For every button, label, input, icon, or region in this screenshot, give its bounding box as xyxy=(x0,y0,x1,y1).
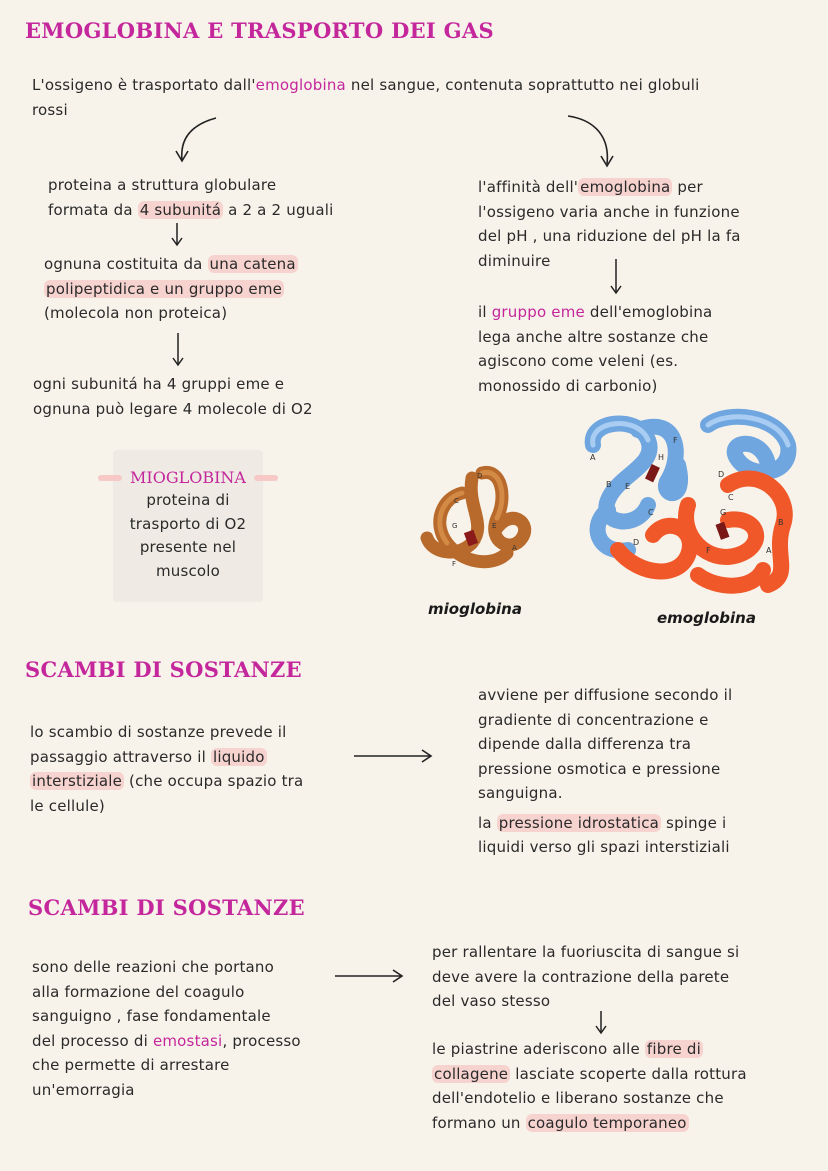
svg-text:D: D xyxy=(633,538,640,547)
svg-text:A: A xyxy=(512,544,517,552)
left-3a: ogni subunitá ha 4 gruppi eme e xyxy=(33,375,285,393)
section3-right-top xyxy=(432,940,812,1014)
down-arrow-2 xyxy=(171,332,185,368)
s3-right-c: del vaso stesso xyxy=(432,992,551,1010)
left-1a: proteina a struttura globulare xyxy=(48,176,277,194)
right-2b: dell'emoglobina xyxy=(584,303,713,321)
svg-text:F: F xyxy=(706,546,711,555)
intro-b: nel sangue, contenuta soprattutto nei globuli xyxy=(345,76,700,94)
section2-right-text xyxy=(478,683,808,860)
svg-text:G: G xyxy=(720,508,727,517)
svg-text:D: D xyxy=(477,472,483,480)
left-2a: ognuna costituita da xyxy=(44,255,208,273)
s3-left-e: che permette di arrestare xyxy=(32,1056,230,1074)
right-arrow-section2 xyxy=(352,748,436,764)
s2-right-c: dipende dalla differenza tra xyxy=(478,735,692,753)
section1-title: EMOGLOBINA E TRASPORTO DEI GAS xyxy=(25,18,494,43)
box-line-1: proteina di xyxy=(146,491,230,509)
svg-text:H: H xyxy=(658,453,665,462)
caption-mioglobina: mioglobina xyxy=(428,600,522,618)
s2-right-b: gradiente di concentrazione e xyxy=(478,710,709,729)
s2-left-c: (che occupa spazio tra xyxy=(124,772,304,790)
right-1b: per xyxy=(672,178,703,196)
box-line-4: muscolo xyxy=(155,561,221,580)
s3-right-d2: lasciate scoperte dalla rottura xyxy=(510,1064,747,1083)
left-2b: (molecola non proteica) xyxy=(44,304,228,322)
right-block-1 xyxy=(478,175,808,273)
svg-text:D: D xyxy=(718,470,725,479)
s2-left-highlight-1: liquido xyxy=(212,747,265,766)
svg-text:B: B xyxy=(778,518,784,527)
svg-text:C: C xyxy=(454,497,459,505)
s3-left-d2: , processo xyxy=(222,1031,301,1050)
right-1d: del pH , una riduzione del pH la fa xyxy=(478,227,741,245)
left-1-highlight: 4 subunitá xyxy=(139,200,222,219)
s3-right-highlight-2: collagene xyxy=(434,1064,509,1083)
s2-left-highlight-2: interstiziale xyxy=(32,772,123,790)
right-2c: lega anche altre sostanze che xyxy=(478,327,709,346)
svg-text:F: F xyxy=(673,436,678,445)
svg-text:B: B xyxy=(606,480,612,489)
left-1c: a 2 a 2 uguali xyxy=(223,200,334,219)
left-block-2 xyxy=(44,252,384,326)
down-arrow-1 xyxy=(170,222,184,248)
left-block-1 xyxy=(48,173,388,222)
s3-left-highlight: emostasi xyxy=(152,1031,223,1050)
right-2-highlight: gruppo eme xyxy=(491,303,585,321)
caption-emoglobina: emoglobina xyxy=(657,609,756,627)
svg-text:G: G xyxy=(452,522,458,530)
s3-right-highlight-3: coagulo temporaneo xyxy=(527,1113,687,1132)
section3-title: SCAMBI DI SOSTANZE xyxy=(28,895,305,920)
intro-a: L'ossigeno è trasportato dall' xyxy=(32,76,256,94)
down-arrow-3 xyxy=(609,258,623,296)
s2-left-b: passaggio attraverso il xyxy=(30,747,211,766)
left-1b: formata da xyxy=(48,200,138,219)
s3-right-highlight-1: fibre di xyxy=(646,1040,701,1058)
s3-left-d1: del processo di xyxy=(32,1031,153,1050)
right-1a: l'affinità dell' xyxy=(478,178,579,196)
mioglobina-illustration xyxy=(412,458,542,583)
right-block-2 xyxy=(478,300,808,398)
right-1-highlight: emoglobina xyxy=(580,178,671,196)
s2-right-f2: spinge i xyxy=(661,813,727,832)
emoglobina-illustration xyxy=(578,405,803,600)
intro-highlight: emoglobina xyxy=(255,76,346,94)
s2-right-a: avviene per diffusione secondo il xyxy=(478,686,733,704)
s2-right-f1: la xyxy=(478,813,497,832)
s3-right-e: dell'endotelio e liberano sostanze che xyxy=(432,1089,724,1107)
box-title: MIOGLOBINA xyxy=(124,468,252,487)
s2-left-d: le cellule) xyxy=(30,796,105,815)
down-arrow-section3 xyxy=(594,1010,608,1036)
right-2d: agiscono come veleni (es. xyxy=(478,352,679,370)
section2-title: SCAMBI DI SOSTANZE xyxy=(25,657,302,682)
right-1e: diminuire xyxy=(478,251,551,270)
left-block-3 xyxy=(33,372,393,421)
svg-text:E: E xyxy=(492,522,497,530)
s2-left-a: lo scambio di sostanze prevede il xyxy=(30,723,287,741)
svg-text:A: A xyxy=(590,453,596,462)
s3-left-c: sanguigno , fase fondamentale xyxy=(32,1007,271,1025)
left-2-highlight-1: una catena xyxy=(209,255,296,273)
svg-text:C: C xyxy=(728,493,734,502)
right-2e: monossido di carbonio) xyxy=(478,376,658,395)
box-line-3: presente nel xyxy=(139,538,237,556)
right-1c: l'ossigeno varia anche in funzione xyxy=(478,202,740,221)
s2-right-highlight: pressione idrostatica xyxy=(498,813,660,832)
box-line-2: trasporto di O2 xyxy=(129,514,247,533)
s3-left-f: un'emorragia xyxy=(32,1080,135,1099)
svg-text:C: C xyxy=(648,508,654,517)
s2-right-d: pressione osmotica e pressione xyxy=(478,759,721,778)
s3-right-a: per rallentare la fuoriuscita di sangue si xyxy=(432,943,740,961)
svg-text:A: A xyxy=(766,546,772,555)
s3-left-a: sono delle reazioni che portano xyxy=(32,958,275,976)
svg-text:F: F xyxy=(452,560,457,568)
s3-right-d1: le piastrine aderiscono alle xyxy=(432,1040,645,1058)
svg-text:E: E xyxy=(625,482,631,491)
curved-arrow-left xyxy=(170,115,230,165)
section2-left-text xyxy=(30,720,350,818)
intro-text xyxy=(32,73,802,122)
mioglobina-box xyxy=(113,450,263,602)
section3-right-bottom xyxy=(432,1037,812,1135)
left-2-highlight-2: polipeptidica e un gruppo eme xyxy=(46,279,283,298)
right-2a: il xyxy=(478,303,492,321)
s3-right-b: deve avere la contrazione della parete xyxy=(432,967,730,986)
section3-left-text xyxy=(32,955,342,1102)
right-arrow-section3 xyxy=(333,968,407,984)
curved-arrow-right xyxy=(565,112,625,170)
s3-right-f1: formano un xyxy=(432,1113,526,1132)
intro-c: rossi xyxy=(32,100,68,119)
s2-right-e: sanguigna. xyxy=(478,784,563,802)
left-3b: ognuna può legare 4 molecole di O2 xyxy=(33,399,313,418)
s2-right-g: liquidi verso gli spazi interstiziali xyxy=(478,838,730,856)
s3-left-b: alla formazione del coagulo xyxy=(32,982,245,1001)
